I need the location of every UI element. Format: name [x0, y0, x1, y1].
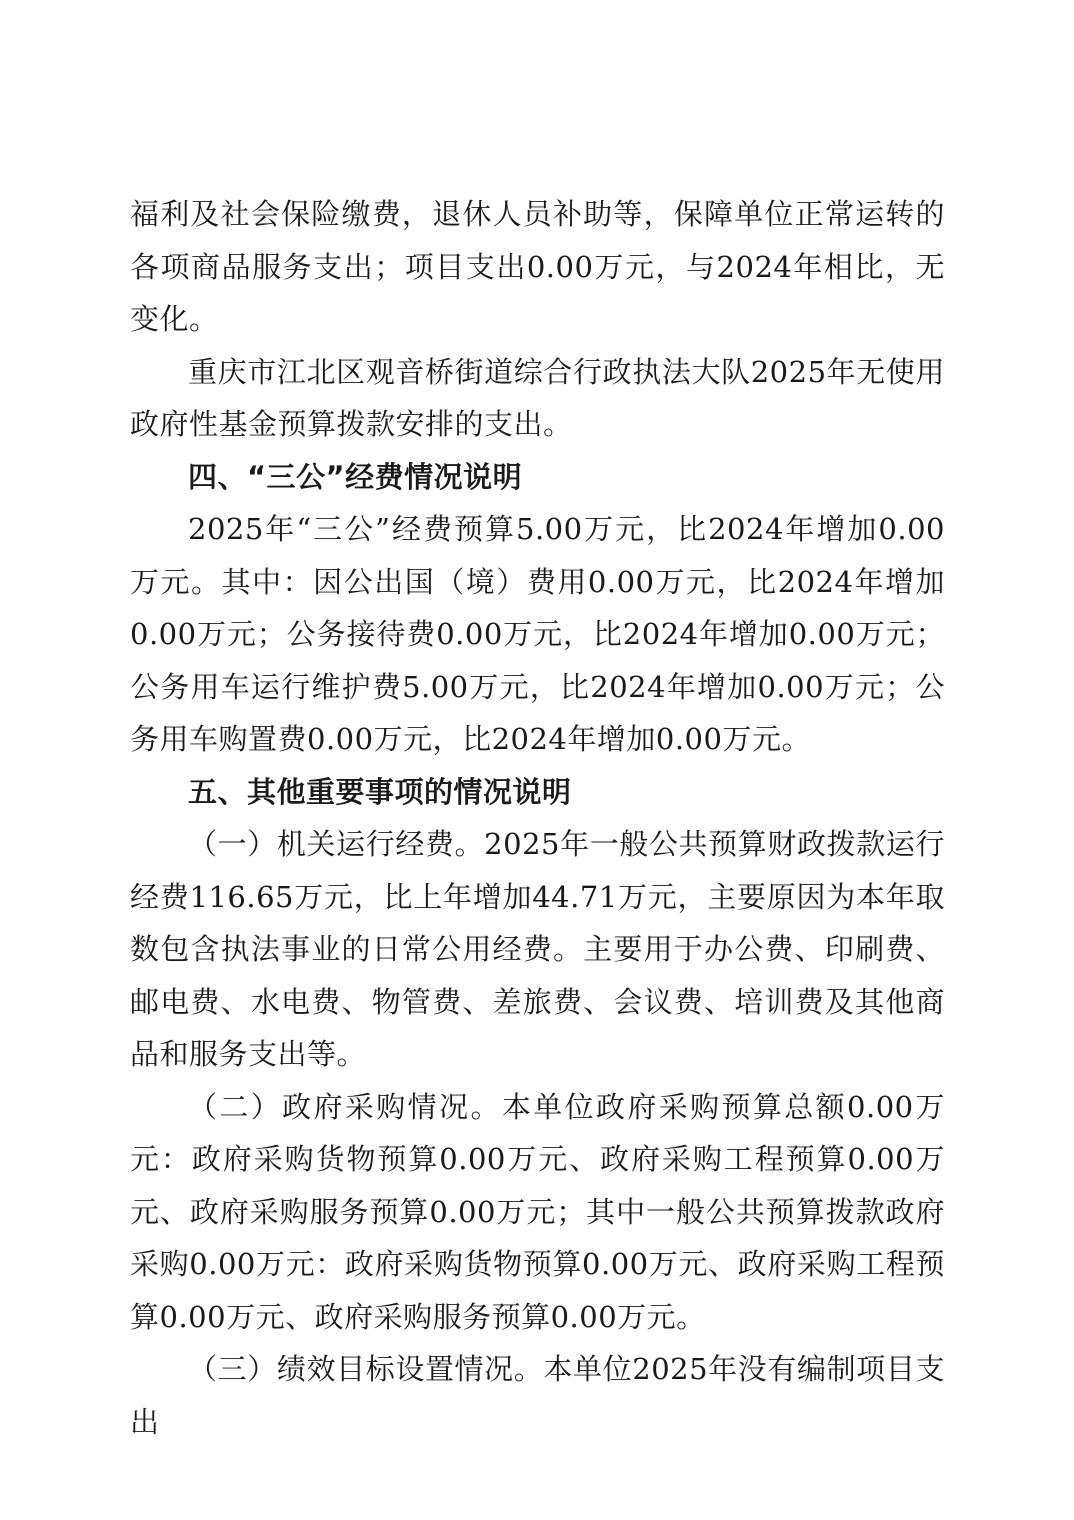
paragraph-operating-expenses: （一）机关运行经费。2025年一般公共预算财政拨款运行经费116.65万元，比上年增加44.71万元，主要原因为本年取数包含执法事业的日常公用经费。主要用于办公费、印刷费、邮电费、水电费、物管费、差旅费、会议费、培训费及其他商品和服务支出等。	[130, 827, 945, 1071]
paragraph-government-procurement: （二）政府采购情况。本单位政府采购预算总额0.00万元：政府采购货物预算0.00万元、政府采购工程预算0.00万元、政府采购服务预算0.00万元；其中一般公共预算拨款政府采购0.00万元：政府采购货物预算0.00万元、政府采购工程预算0.00万元、政府采购服务预算0.00万元。	[130, 1089, 945, 1334]
section-heading-four: 四、“三公”经费情况说明	[188, 459, 523, 494]
section-heading-five: 五、其他重要事项的情况说明	[188, 774, 572, 809]
paragraph-three-public-expenses: 2025年“三公”经费预算5.00万元，比2024年增加0.00万元。其中：因公出国（境）费用0.00万元，比2024年增加0.00万元；公务接待费0.00万元，比2024年增加0.00万元；公务用车运行维护费5.00万元，比2024年增加0.00万元；公务用车购置费0.00万元，比2024年增加0.00万元。	[130, 512, 945, 756]
paragraph-continuation: 福利及社会保险缴费，退休人员补助等，保障单位正常运转的各项商品服务支出；项目支出0.00万元，与2024年相比，无变化。	[130, 197, 945, 336]
document-body	[130, 188, 945, 1448]
paragraph-government-fund: 重庆市江北区观音桥街道综合行政执法大队2025年无使用政府性基金预算拨款安排的支出。	[130, 354, 945, 441]
paragraph-performance-targets: （三）绩效目标设置情况。本单位2025年没有编制项目支出	[130, 1352, 945, 1439]
